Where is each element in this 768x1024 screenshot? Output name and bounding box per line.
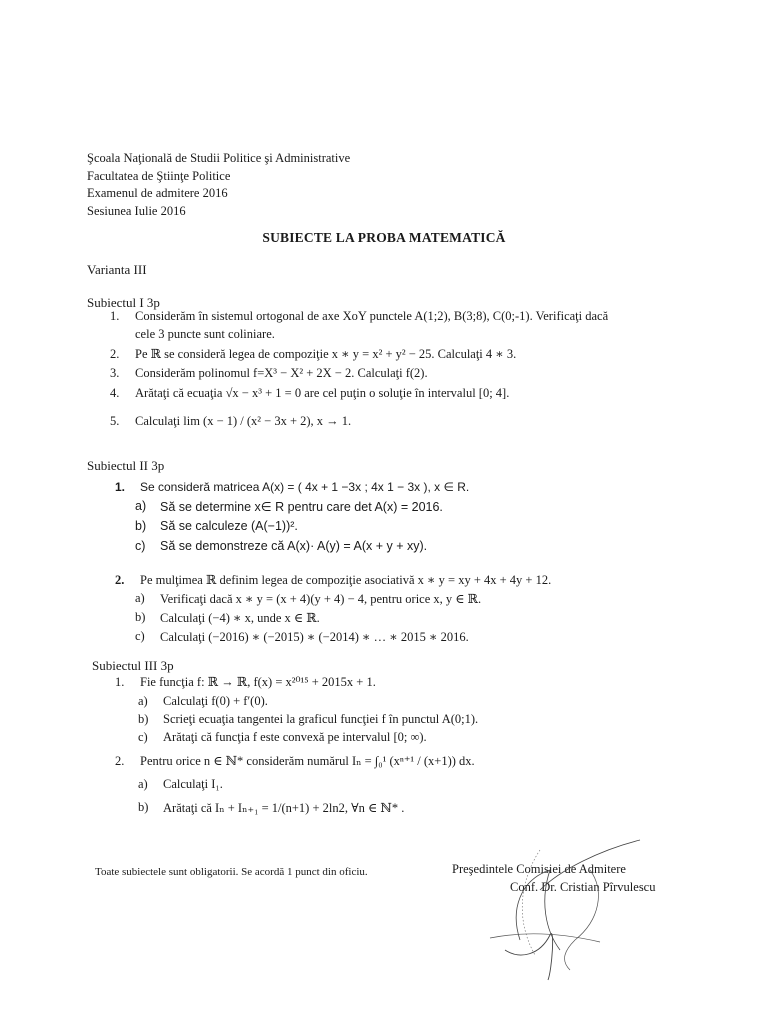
item-number: 1. <box>115 675 125 689</box>
item-text: Fie funcţia f: ℝ → ℝ, f(x) = x²⁰¹⁵ + 2015x + 1. <box>140 675 376 689</box>
sub-letter: c) <box>138 730 148 744</box>
subject-3-heading: Subiectul III 3p <box>92 658 174 673</box>
subject-3-item-1-c <box>138 730 698 748</box>
sub-text: Să se calculeze (A(−1))². <box>160 519 298 533</box>
exam-name: Examenul de admitere 2016 <box>87 186 228 200</box>
item-text: Calculaţi lim (x − 1) / (x² − 3x + 2), x → 1. <box>135 414 352 428</box>
subject-2-item-1 <box>115 478 715 496</box>
faculty-name: Facultatea de Ştiinţe Politice <box>87 168 231 183</box>
item-number: 2. <box>115 754 125 768</box>
sub-letter: c) <box>135 629 145 643</box>
item-number: 2. <box>115 573 125 587</box>
subject-3-item-1 <box>115 673 715 691</box>
sub-letter: c) <box>135 539 146 553</box>
footer-note: Toate subiectele sunt obligatorii. Se acordă 1 punct din oficiu. <box>95 866 368 878</box>
school-name: Şcoala Naţională de Studii Politice şi Administrative <box>87 151 351 165</box>
sub-text: Calculaţi I₁. <box>163 777 223 791</box>
document-title: SUBIECTE LA PROBA MATEMATICĂ <box>262 230 506 245</box>
item-text-continued: cele 3 puncte sunt coliniare. <box>135 327 275 341</box>
sub-letter: a) <box>138 777 148 791</box>
sub-text: Să se determine x∈ R pentru care det A(x) = 2016. <box>160 500 443 514</box>
exam-session: Sesiunea Iulie 2016 <box>87 203 186 218</box>
subject-2-item-2-b <box>135 610 695 628</box>
item-number: 1. <box>115 480 126 494</box>
subject-3-item-2 <box>115 752 715 770</box>
sub-letter: b) <box>135 519 147 533</box>
sub-letter: a) <box>135 591 145 605</box>
sub-text: Calculaţi f(0) + f′(0). <box>163 694 268 708</box>
subject-2-item-1-a <box>135 499 695 517</box>
institution-header <box>87 150 350 220</box>
sub-letter: b) <box>135 610 146 624</box>
item-text: Pe ℝ se consideră legea de compoziţie x ∗ y = x² + y² − 25. Calculaţi 4 ∗ 3. <box>135 347 517 361</box>
subject-2-item-2 <box>115 571 715 589</box>
subject-1-item-5 <box>110 412 710 430</box>
subject-3-item-2-b <box>138 800 698 818</box>
variant-label: Varianta III <box>87 262 147 277</box>
subject-2-item-2-c <box>135 629 695 647</box>
item-number: 5. <box>110 414 120 428</box>
item-text: Considerăm în sistemul ortogonal de axe XoY punctele A(1;2), B(3;8), C(0;-1). Verificaţi dacă <box>135 309 609 323</box>
sub-letter: a) <box>138 694 148 708</box>
subject-2-heading: Subiectul II 3p <box>87 458 165 473</box>
item-text: Considerăm polinomul f=X³ − X² + 2X − 2. Calculaţi f(2). <box>135 366 428 380</box>
sub-letter: a) <box>135 499 147 513</box>
item-text: Pe mulţimea ℝ definim legea de compoziţie asociativă x ∗ y = xy + 4x + 4y + 12. <box>140 573 552 587</box>
item-number: 4. <box>110 386 120 400</box>
item-number: 3. <box>110 366 120 380</box>
subject-3-item-1-b <box>138 712 698 730</box>
subject-2-item-1-c <box>135 539 695 557</box>
sub-text: Calculaţi (−2016) ∗ (−2015) ∗ (−2014) ∗ … ∗ 2015 ∗ 2016. <box>160 630 469 644</box>
sub-text: Scrieţi ecuaţia tangentei la graficul funcţiei f în punctul A(0;1). <box>163 712 479 726</box>
item-number: 2. <box>110 347 120 361</box>
item-number: 1. <box>110 309 120 323</box>
item-text: Pentru orice n ∈ ℕ* considerăm numărul Iₙ = ∫₀¹ (xⁿ⁺¹ / (x+1)) dx. <box>140 754 475 768</box>
sub-text: Arătaţi că funcţia f este convexă pe intervalul [0; ∞). <box>163 730 427 744</box>
sub-text: Verificaţi dacă x ∗ y = (x + 4)(y + 4) − 4, pentru orice x, y ∈ ℝ. <box>160 592 482 606</box>
subject-1-heading: Subiectul I 3p <box>87 295 160 310</box>
subject-1-item-4 <box>110 384 710 402</box>
subject-3-item-2-a <box>138 777 698 795</box>
subject-1-item-1 <box>110 307 710 343</box>
subject-2-item-1-b <box>135 519 695 537</box>
handwritten-signature <box>480 830 680 990</box>
subject-1-item-2 <box>110 345 710 363</box>
sub-text: Calculaţi (−4) ∗ x, unde x ∈ ℝ. <box>160 611 320 625</box>
item-text: Arătaţi că ecuaţia √x − x³ + 1 = 0 are cel puţin o soluţie în intervalul [0; 4]. <box>135 386 510 400</box>
subject-3-item-1-a <box>138 694 698 712</box>
sub-text: Să se demonstreze că A(x)· A(y) = A(x + y + xy). <box>160 539 428 553</box>
sub-letter: b) <box>138 712 149 726</box>
signer-name: Conf. Dr. Cristian Pîrvulescu <box>510 880 656 894</box>
item-text: Se consideră matricea A(x) = ( 4x + 1 −3x ; 4x 1 − 3x ), x ∈ R. <box>140 480 470 494</box>
signer-role: Preşedintele Comisiei de Admitere <box>452 862 626 876</box>
subject-1-item-3 <box>110 364 710 382</box>
sub-letter: b) <box>138 800 149 814</box>
subject-2-item-2-a <box>135 591 695 609</box>
sub-text: Arătaţi că Iₙ + Iₙ₊₁ = 1/(n+1) + 2ln2, ∀n ∈ ℕ* . <box>163 801 405 815</box>
